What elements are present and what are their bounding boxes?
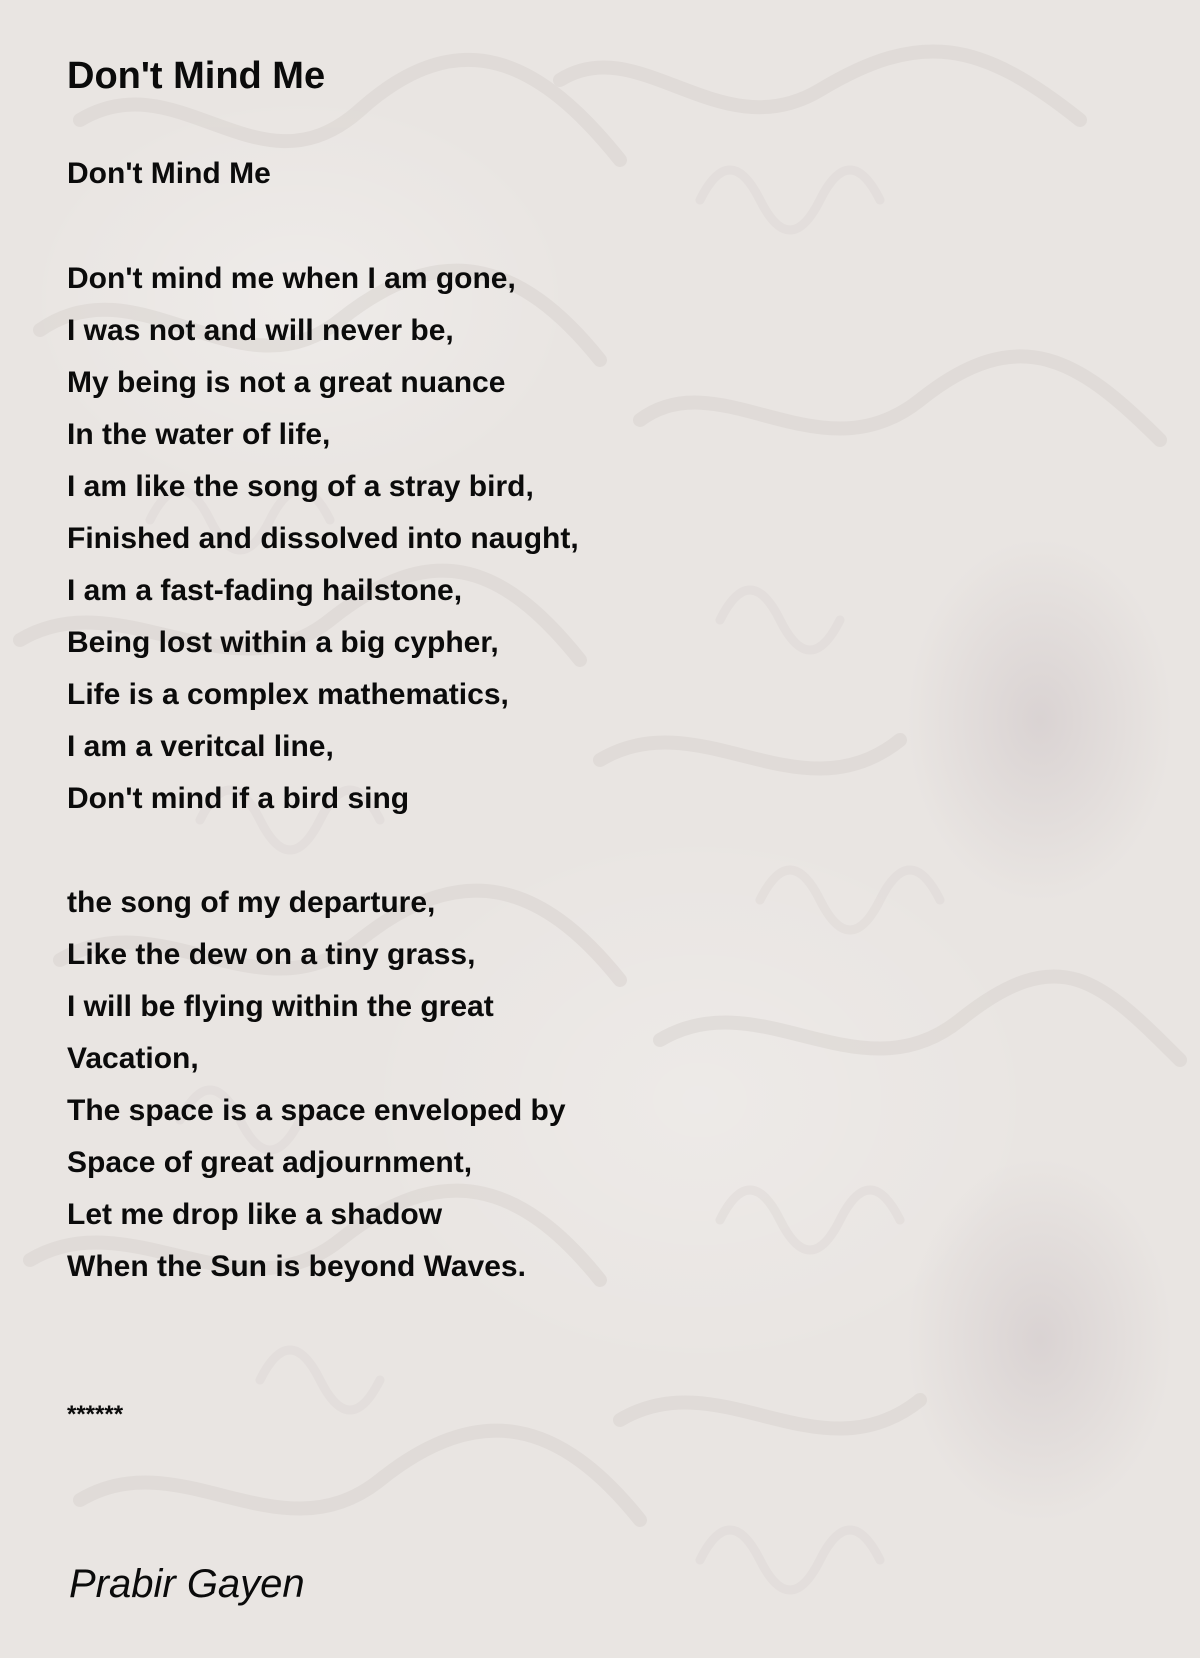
- poem-line: My being is not a great nuance: [67, 366, 506, 399]
- stanza-1: [67, 253, 579, 825]
- poem-line: In the water of life,: [67, 418, 331, 451]
- poem-title: Don't Mind Me: [67, 55, 326, 97]
- poem-line: Don't mind me when I am gone,: [67, 262, 516, 295]
- poem-author: Prabir Gayen: [69, 1562, 305, 1606]
- stanza-2: [67, 877, 566, 1293]
- poem-line: I am a fast-fading hailstone,: [67, 574, 463, 607]
- poem-line: I will be flying within the great: [67, 990, 494, 1023]
- separator-stars: ******: [67, 1401, 124, 1428]
- poem-line: Vacation,: [67, 1042, 199, 1075]
- poem-line: Space of great adjournment,: [67, 1146, 473, 1179]
- poem-line: Let me drop like a shadow: [67, 1198, 443, 1231]
- poem-line: Like the dew on a tiny grass,: [67, 938, 476, 971]
- poem-line: Finished and dissolved into naught,: [67, 522, 579, 555]
- poem-line: I am a veritcal line,: [67, 730, 334, 763]
- poem-line: the song of my departure,: [67, 886, 436, 919]
- poem-line: I was not and will never be,: [67, 314, 454, 347]
- poem-line: I am like the song of a stray bird,: [67, 470, 534, 503]
- poem-line: Don't mind if a bird sing: [67, 782, 410, 815]
- poem-line: When the Sun is beyond Waves.: [67, 1250, 526, 1283]
- poem-line: Life is a complex mathematics,: [67, 678, 509, 711]
- poem-line: Being lost within a big cypher,: [67, 626, 499, 659]
- poem-line: The space is a space enveloped by: [67, 1094, 566, 1127]
- poem-subtitle: Don't Mind Me: [67, 157, 271, 190]
